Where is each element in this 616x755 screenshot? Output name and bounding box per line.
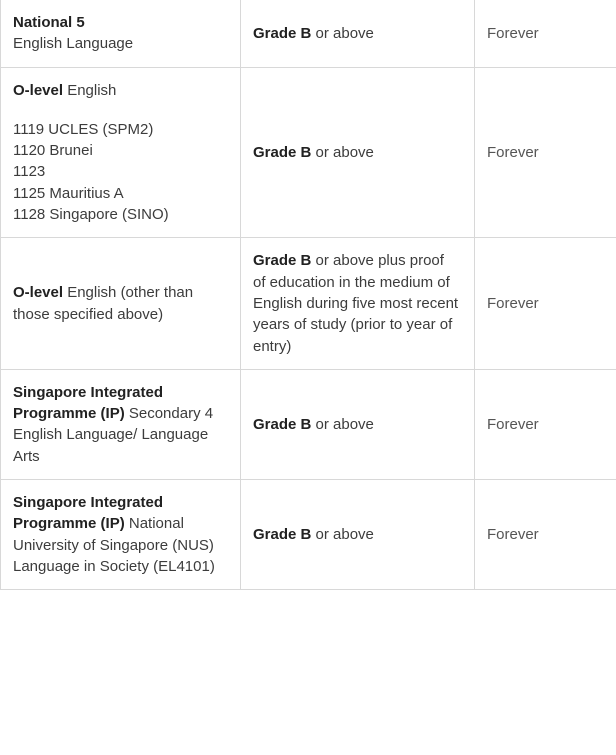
list-item: 1119 UCLES (SPM2) — [13, 120, 154, 138]
validity-cell: Forever — [475, 369, 616, 479]
grade-cell — [241, 369, 475, 479]
table-row — [1, 67, 616, 238]
qualification-name: O-level — [13, 81, 64, 99]
table-body — [1, 0, 616, 590]
validity-cell: Forever — [475, 67, 616, 238]
table-row — [1, 0, 616, 67]
grade-level: Grade B — [253, 252, 312, 270]
grade-cell — [241, 0, 475, 67]
grade-level: Grade B — [253, 24, 312, 42]
qualification-cell — [1, 480, 241, 590]
qualification-name: Singapore Integrated Programme (IP) — [13, 383, 164, 423]
table-row — [1, 238, 616, 369]
grade-level: Grade B — [253, 415, 312, 433]
qualification-detail: Secondary 4 English Language/ Language Arts — [13, 405, 214, 465]
table-row — [1, 480, 616, 590]
qualification-cell — [1, 238, 241, 369]
grade-detail: or above — [311, 525, 374, 543]
list-item: 1123 — [13, 163, 46, 181]
qualification-code-list — [13, 119, 226, 225]
table-row — [1, 369, 616, 479]
qualification-detail: English — [63, 81, 117, 99]
qualification-name: Singapore Integrated Programme (IP) — [13, 494, 164, 533]
validity-cell: Forever — [475, 0, 616, 67]
grade-cell — [241, 238, 475, 369]
qualification-name: National 5 — [13, 14, 85, 31]
qualification-cell — [1, 0, 241, 67]
list-item: 1125 Mauritius A — [13, 184, 124, 202]
grade-cell — [241, 67, 475, 238]
qualification-title — [13, 12, 226, 33]
grade-level: Grade B — [253, 143, 312, 161]
validity-cell: Forever — [475, 480, 616, 590]
list-item: 1120 Brunei — [13, 142, 93, 160]
validity-cell: Forever — [475, 238, 616, 369]
qualification-detail: National University of Singapore (NUS) Language in Society (EL4101) — [13, 515, 215, 575]
grade-detail: or above — [311, 143, 374, 161]
qualification-detail: English Language — [13, 35, 134, 53]
qualification-cell — [1, 67, 241, 238]
qualification-detail: English (other than those specified above) — [13, 284, 194, 323]
grade-level: Grade B — [253, 525, 312, 543]
grade-detail: or above — [311, 24, 374, 42]
grade-detail: or above — [311, 415, 374, 433]
list-item: 1128 Singapore (SINO) — [13, 206, 169, 224]
qualification-cell — [1, 369, 241, 479]
qualification-title — [13, 80, 226, 101]
qualification-name: O-level — [13, 284, 64, 302]
grade-cell — [241, 480, 475, 590]
grade-detail: or above plus proof of education in the medium of English during five most recent years of study (prior to year of entry) — [253, 252, 459, 355]
